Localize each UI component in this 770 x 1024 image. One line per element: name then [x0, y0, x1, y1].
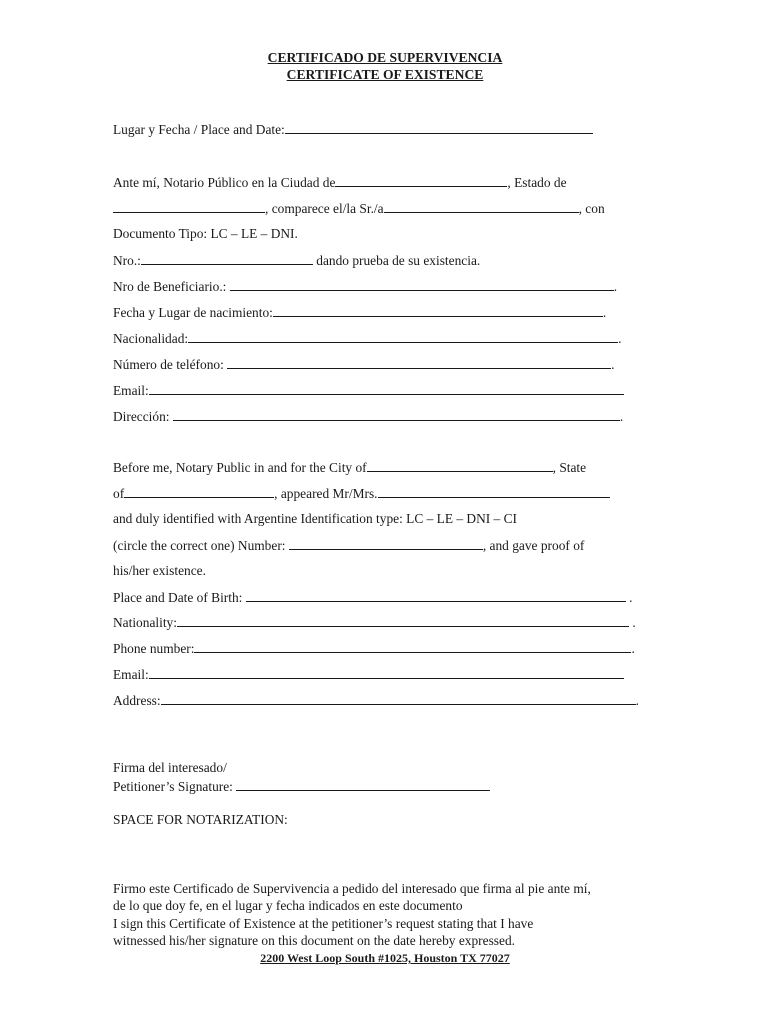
es-line-2 — [113, 200, 605, 217]
es-beneficiary-label: Nro de Beneficiario.: — [113, 279, 230, 294]
period: . — [602, 305, 607, 320]
space-period: . — [628, 615, 636, 630]
es-email-field[interactable] — [149, 382, 624, 395]
notarization-heading: SPACE FOR NOTARIZATION: — [113, 812, 288, 827]
en-city-label: Before me, Notary Public in and for the City of — [113, 460, 367, 475]
en-address-line — [113, 692, 639, 709]
en-address-field[interactable] — [161, 692, 636, 705]
en-phone-label: Phone number: — [113, 641, 195, 656]
es-proof-label: dando prueba de su existencia. — [312, 253, 481, 268]
en-nationality-line — [113, 614, 636, 631]
closing-line-1: Firmo este Certificado de Supervivencia a pedido del interesado que firma al pie ante mí, — [113, 881, 591, 896]
en-email-field[interactable] — [149, 666, 624, 679]
es-con-label: , con — [578, 201, 605, 216]
es-document-type: Documento Tipo: LC – LE – DNI. — [113, 226, 298, 241]
en-line-1 — [113, 459, 586, 476]
signature-label-en: Petitioner’s Signature: — [113, 779, 237, 794]
es-number-label: Nro.: — [113, 253, 141, 268]
place-date-field[interactable] — [285, 121, 593, 134]
en-identification-type: and duly identified with Argentine Identification type: LC – LE – DNI – CI — [113, 511, 517, 526]
en-number-label: (circle the correct one) Number: — [113, 538, 289, 553]
en-name-field[interactable] — [378, 485, 610, 498]
es-city-label: Ante mí, Notario Público en la Ciudad de — [113, 175, 336, 190]
es-line-1 — [113, 174, 567, 191]
period: . — [619, 409, 624, 424]
es-line-4 — [113, 252, 480, 269]
en-phone-line — [113, 640, 635, 657]
en-email-line — [113, 666, 624, 683]
es-nationality-label: Nacionalidad: — [113, 331, 189, 346]
es-address-line — [113, 408, 623, 425]
space-period: . — [625, 590, 633, 605]
en-birth-label: Place and Date of Birth: — [113, 590, 246, 605]
en-state-field[interactable] — [124, 485, 274, 498]
en-state-label: , State — [552, 460, 587, 475]
es-birth-line — [113, 304, 606, 321]
place-date-label: Lugar y Fecha / Place and Date: — [113, 122, 285, 137]
es-name-field[interactable] — [384, 200, 579, 213]
period: . — [611, 357, 615, 372]
place-date-line — [113, 121, 593, 138]
es-beneficiary-field[interactable] — [230, 278, 614, 291]
es-beneficiary-line — [113, 278, 617, 295]
period: . — [613, 279, 618, 294]
en-proof-label: , and gave proof of — [482, 538, 585, 553]
en-birth-field[interactable] — [246, 589, 626, 602]
title-english: CERTIFICATE OF EXISTENCE — [286, 67, 484, 82]
es-birth-field[interactable] — [273, 304, 603, 317]
period: . — [618, 331, 622, 346]
period: . — [635, 693, 639, 708]
es-city-field[interactable] — [335, 174, 507, 187]
es-nationality-line — [113, 330, 621, 347]
footer-address: 2200 West Loop South #1025, Houston TX 77027 — [260, 951, 510, 965]
en-number-field[interactable] — [289, 537, 483, 550]
closing-line-3: I sign this Certificate of Existence at the petitioner’s request stating that I have — [113, 916, 534, 931]
en-line-4 — [113, 537, 584, 554]
en-nationality-label: Nationality: — [113, 615, 177, 630]
en-birth-line — [113, 589, 632, 606]
en-email-label: Email: — [113, 667, 149, 682]
closing-line-2: de lo que doy fe, en el lugar y fecha indicados en este documento — [113, 898, 463, 913]
en-appeared-label: , appeared Mr/Mrs. — [274, 486, 378, 501]
es-phone-label: Número de teléfono: — [113, 357, 228, 372]
period: . — [631, 641, 635, 656]
es-birth-label: Fecha y Lugar de nacimiento: — [113, 305, 273, 320]
en-existence: his/her existence. — [113, 563, 206, 578]
es-nationality-field[interactable] — [188, 330, 618, 343]
es-email-label: Email: — [113, 383, 149, 398]
es-address-field[interactable] — [173, 408, 620, 421]
title-spanish: CERTIFICADO DE SUPERVIVENCIA — [267, 50, 503, 65]
es-state-field[interactable] — [113, 200, 265, 213]
en-of-label: of — [113, 486, 125, 501]
es-address-label: Dirección: — [113, 409, 173, 424]
signature-label-es: Firma del interesado/ — [113, 760, 227, 775]
es-state-label: , Estado de — [507, 175, 567, 190]
en-phone-field[interactable] — [194, 640, 631, 653]
es-email-line — [113, 382, 624, 399]
en-city-field[interactable] — [367, 459, 553, 472]
es-phone-field[interactable] — [227, 356, 611, 369]
es-number-field[interactable] — [141, 252, 313, 265]
en-line-2 — [113, 485, 610, 502]
signature-line — [113, 778, 490, 795]
en-nationality-field[interactable] — [177, 614, 629, 627]
closing-line-4: witnessed his/her signature on this document on the date hereby expressed. — [113, 933, 515, 948]
signature-field[interactable] — [236, 778, 490, 791]
es-appears-label: , comparece el/la Sr./a — [265, 201, 384, 216]
es-phone-line — [113, 356, 615, 373]
en-address-label: Address: — [113, 693, 161, 708]
